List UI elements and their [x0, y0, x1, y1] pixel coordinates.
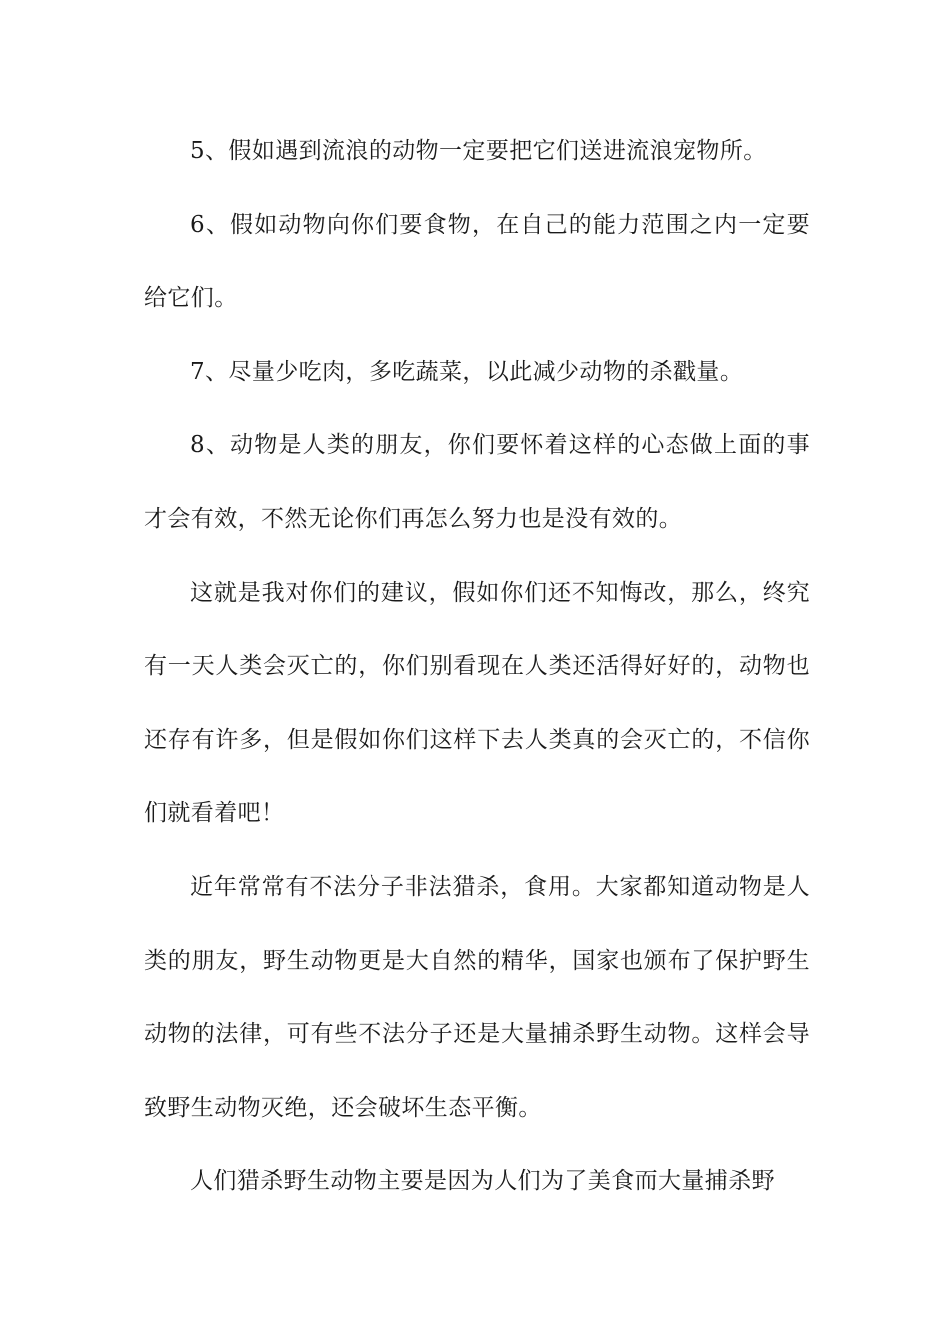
paragraph-6: 6、假如动物向你们要食物，在自己的能力范围之内一定要给它们。 [144, 211, 810, 312]
document-body [144, 115, 810, 1219]
paragraph-hunting-reason: 人们猎杀野生动物主要是因为人们为了美食而大量捕杀野 [190, 1168, 775, 1195]
paragraph-8: 8、动物是人类的朋友，你们要怀着这样的心态做上面的事才会有效，不然无论你们再怎么努力也是没有效的。 [144, 432, 810, 532]
paragraph-5: 5、假如遇到流浪的动物一定要把它们送进流浪宠物所。 [190, 138, 767, 164]
paragraph-illegal-hunting: 近年常常有不法分子非法猎杀，食用。大家都知道动物是人类的朋友，野生动物更是大自然的精华，国家也颁布了保护野生动物的法律，可有些不法分子还是大量捕杀野生动物。这样会导致野生动物灭绝，还会破坏生态平衡。 [144, 873, 810, 1121]
paragraph-7: 7、尽量少吃肉，多吃蔬菜，以此减少动物的杀戳量。 [190, 358, 744, 385]
paragraph-suggestion-conclusion: 这就是我对你们的建议，假如你们还不知悔改，那么，终究有一天人类会灭亡的，你们别看现在人类还活得好好的，动物也还存有许多，但是假如你们这样下去人类真的会灭亡的，不信你们就看着吧！ [144, 579, 810, 827]
